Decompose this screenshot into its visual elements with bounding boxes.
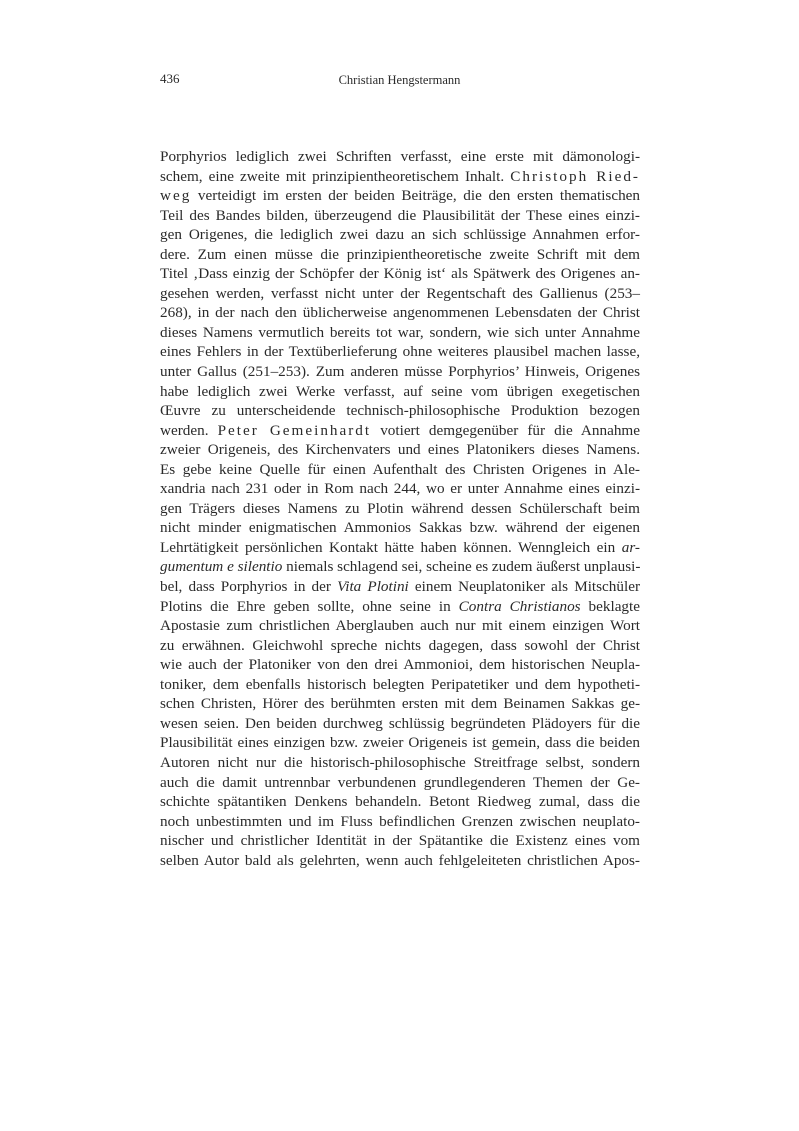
text-line [160, 421, 640, 441]
text-line [160, 577, 640, 597]
italic-text: gumentum e silentio [160, 558, 283, 576]
text-line [160, 792, 640, 812]
text-line [160, 851, 640, 871]
running-head: Christian Hengstermann [338, 73, 461, 87]
text-line [160, 655, 640, 675]
author-name: Peter Gemeinhardt [217, 421, 372, 439]
text-line [160, 382, 640, 402]
text-line [160, 323, 640, 343]
text-line [160, 557, 640, 577]
text-segment: gesehen werden, verfasst nicht unter der Regentschaft des Gallienus (253– [160, 284, 640, 302]
text-line [160, 479, 640, 499]
text-segment: Plotins die Ehre geben sollte, ohne seine in [160, 597, 459, 615]
text-line [160, 440, 640, 460]
text-line [160, 186, 640, 206]
text-segment: zu erwähnen. Gleichwohl spreche nichts dagegen, dass sowohl der Christ [160, 636, 640, 654]
text-line [160, 362, 640, 382]
text-line [160, 675, 640, 695]
text-segment: toniker, dem ebenfalls historisch belegten Peripatetiker und dem hypotheti- [160, 675, 640, 693]
text-line [160, 245, 640, 265]
text-segment: Teil des Bandes bilden, überzeugend die Plausibilität der These eines einzi- [160, 206, 640, 224]
text-line [160, 401, 640, 421]
text-segment: gen Origenes, die lediglich zwei dazu an sich schlüssige Annahmen erfor- [160, 226, 640, 244]
text-segment: dere. Zum einen müsse die prinzipientheoretische zweite Schrift mit dem [160, 245, 640, 263]
text-line [160, 284, 640, 304]
text-segment: habe lediglich zwei Werke verfasst, auf seine vom übrigen exegetischen [160, 382, 640, 400]
text-segment: schichte spätantiken Denkens behandeln. Betont Riedweg zumal, dass die [160, 793, 640, 811]
text-line [160, 714, 640, 734]
text-segment: verteidigt im ersten der beiden Beiträge, die den ersten thematischen [191, 187, 640, 205]
text-segment: Autoren nicht nur die historisch-philosophische Streitfrage selbst, sondern [160, 753, 640, 771]
text-line [160, 342, 640, 362]
text-segment: xandria nach 231 oder in Rom nach 244, wo er unter Annahme eines einzi- [160, 480, 640, 498]
text-segment: Es gebe keine Quelle für einen Aufenthalt des Christen Origenes in Ale- [160, 460, 640, 478]
text-segment: selben Autor bald als gelehrten, wenn auch fehlgeleiteten christlichen Apos- [160, 851, 640, 869]
italic-text: Contra Christianos [458, 597, 581, 615]
text-line [160, 167, 640, 187]
text-segment: Porphyrios lediglich zwei Schriften verfasst, eine erste mit dämonologi- [160, 148, 640, 165]
text-line [160, 753, 640, 773]
text-segment: Plausibilität eines einzigen bzw. zweier Origeneis ist gemein, dass die beiden [160, 734, 640, 752]
text-line [160, 518, 640, 538]
text-segment: noch unbestimmten und im Fluss befindlichen Grenzen zwischen neuplato- [160, 812, 640, 830]
text-segment: schen Christen, Hörer des berühmten ersten mit dem Beinamen Sakkas ge- [160, 695, 640, 713]
text-segment: werden. [160, 421, 218, 439]
text-line [160, 597, 640, 617]
text-segment: bel, dass Porphyrios in der [160, 578, 338, 596]
text-segment: beklagte [580, 597, 640, 615]
author-name: Christoph Ried- [510, 167, 640, 185]
text-line [160, 225, 640, 245]
text-line [160, 147, 640, 167]
text-segment: Œuvre zu unterscheidende technisch-philosophische Produktion bezogen [160, 402, 640, 420]
text-line [160, 616, 640, 636]
text-line [160, 499, 640, 519]
text-segment: nischer und christlicher Identität in der Spätantike die Existenz eines vom [160, 832, 640, 850]
body-text [160, 147, 640, 870]
text-line [160, 773, 640, 793]
italic-text: ar- [621, 538, 640, 556]
text-segment: schem, eine zweite mit prinzipientheoretischem Inhalt. [160, 167, 511, 185]
text-segment: niemals schlagend sei, scheine es zudem äußerst unplausi- [282, 558, 641, 576]
text-line [160, 206, 640, 226]
text-line [160, 694, 640, 714]
text-line [160, 538, 640, 558]
text-segment: Titel ‚Dass einzig der Schöpfer der König ist‘ als Spätwerk des Origenes an- [160, 265, 640, 283]
text-segment: unter Gallus (251–253). Zum anderen müsse Porphyrios’ Hinweis, Origenes [160, 363, 640, 381]
text-line [160, 460, 640, 480]
text-segment: nicht minder enigmatischen Ammonios Sakkas bzw. während der eigenen [160, 519, 640, 537]
text-segment: 268), in der nach den üblicherweise angenommenen Lebensdaten der Christ [160, 304, 640, 322]
author-name: weg [160, 187, 192, 205]
text-segment: eines Fehlers in der Textüberlieferung ohne weiteres plausibel machen lasse, [160, 343, 640, 361]
text-segment: dieses Namens vermutlich bereits tot war, sondern, wie sich unter Annahme [160, 323, 640, 341]
text-line [160, 733, 640, 753]
text-line [160, 812, 640, 832]
text-segment: Apostasie zum christlichen Aberglauben auch nur mit einem einzigen Wort [160, 617, 640, 635]
text-segment: votiert demgegenüber für die Annahme [371, 421, 640, 439]
italic-text: Vita Plotini [337, 578, 409, 596]
text-segment: einem Neuplatoniker als Mitschüler [408, 578, 640, 596]
text-segment: Lehrtätigkeit persönlichen Kontakt hätte haben können. Wenngleich ein [160, 538, 622, 556]
text-segment: gen Trägers dieses Namens zu Plotin während dessen Schülerschaft beim [160, 499, 640, 517]
text-segment: auch die damit untrennbar verbundenen grundlegenderen Themen der Ge- [160, 773, 640, 791]
page-number: 436 [160, 71, 180, 86]
text-line [160, 264, 640, 284]
text-line [160, 636, 640, 656]
text-segment: wie auch der Platoniker von den drei Ammonioi, dem historischen Neupla- [160, 656, 640, 674]
text-line [160, 303, 640, 323]
text-segment: wesen seien. Den beiden durchweg schlüssig begründeten Plädoyers für die [160, 714, 640, 732]
text-line [160, 831, 640, 851]
text-segment: zweier Origeneis, des Kirchenvaters und eines Platonikers dieses Namens. [160, 441, 640, 459]
